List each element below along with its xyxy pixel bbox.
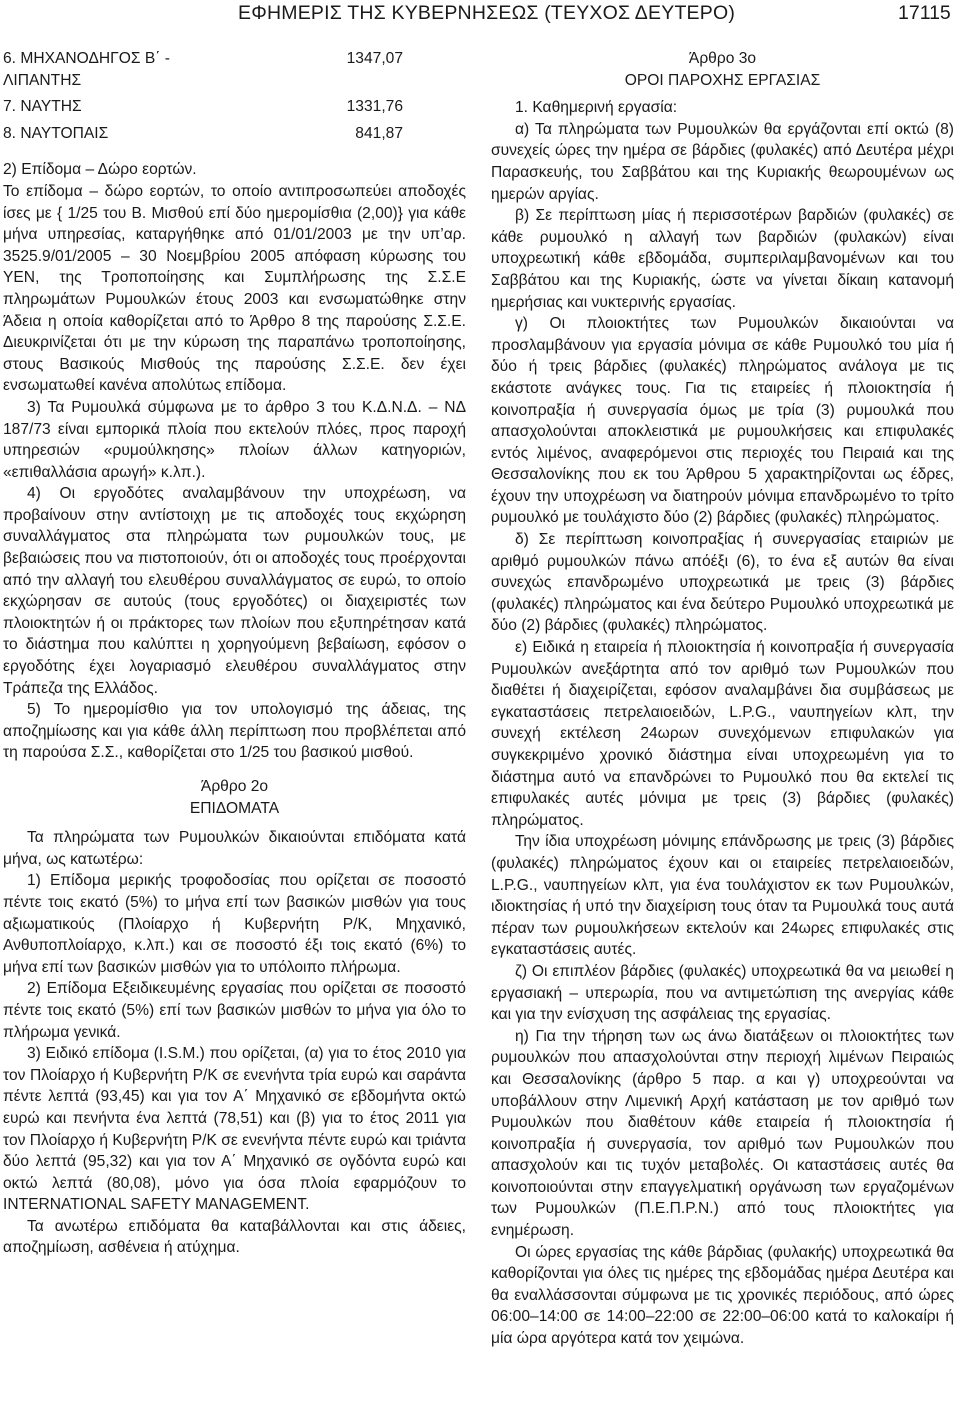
article-number: Άρθρο 3ο [688,50,757,67]
paragraph: γ) Οι πλοιοκτήτες των Ρυμουλκών δικαιούνται να προσλαμβάνουν για εργασία μόνιμα σε κάθε Ρυμουλκό του μία ή δύο ή τρεις βάρδιες (φυλακές) πληρώματος ανάλογα με τις εκάστοτε ανάγκες τους. Για τις εταιρείες ή πλοιοκτησία ή κοινοπραξία ή συνεργασία όμως με τρία (3) ρυμουλκά που απασχολούνται αποκλειστικά με ρυμουλκήσεις και επιφυλακές εντός λιμένος, αναφερόμενοι στις περιοχές του Πειραιά και της Θεσσαλονίκης που εκ του Άρθρου 5 χαρακτηρίζονται ως έδρες, έχουν την υποχρέωση να διατηρούν μόνιμα επανδρωμένο το τρίτο ρυμουλκό με τουλάχιστο δύο (2) βάρδιες (φυλακές) πληρώματος. [491,315,954,527]
right-column [491,48,954,1350]
paragraph: 2) Επίδομα – Δώρο εορτών. [3,161,197,179]
article-number: Άρθρο 2ο [200,778,269,795]
paragraph: α) Τα πληρώματα των Ρυμουλκών θα εργάζονται επί οκτώ (8) συνεχείς ώρες την ημέρα σε βάρδιες (φυλακές) από Δευτέρα μέχρι Παρασκευής, του Σαββάτου και της Κυριακής θεωρουμένων ως ημερών αργίας. [491,120,954,203]
paragraph: ε) Ειδικά η εταιρεία ή πλοιοκτησία ή κοινοπραξία ή συνεργασία Ρυμουλκών ανεξάρτητα από τον αριθμό των Ρυμουλκών που διαθέτει ή διαχειρίζεται, εφόσον αναλαμβάνει δια συμβάσεως με εγκαταστάσεις πετρελαιοειδών, L.P.G., ναυπηγείων κλπ, την συνεχή εκτέλεση 24ωρων συνεχόμενων επιφυλακών για συγκεκριμένο χρονικό διάστημα είναι υποχρεωμένη για το διάστημα αυτό να επανδρώνει το Ρυμουλκό που θα εκτελεί τις επιφυλακές αυτές μόνιμα με τρεις (3) βάρδιες (φυλακές) πληρώματος. [491,639,954,829]
paragraph: ζ) Οι επιπλέον βάρδιες (φυλακές) υποχρεωτικά θα να μειωθεί η εργασιακή – υπερωρία, που να αντιμετώπιση της ανεργίας κάθε και για την ενίσχυση της ασφάλειας της εργασίας. [491,962,954,1024]
paragraph: 3) Τα Ρυμουλκά σύμφωνα με το άρθρο 3 του Κ.Δ.Ν.Δ. – ΝΔ 187/73 είναι εμπορικά πλοία που εκτελούν πλόες, προς παροχή υπηρεσιών «ρυμούλκησης» πλοίων άλλων κατηγοριών, «επιθαλλάσια αρωγή» κ.λπ.). [3,398,466,481]
paragraph: Τα πληρώματα των Ρυμουλκών δικαιούνται επιδόματα κατά μήνα, ως κατωτέρω: [3,829,466,868]
paragraph: δ) Σε περίπτωση κοινοπραξίας ή συνεργασίας εταιριών με αριθμό ρυμουλκών πάνω απόέξι (6), το ένα εξ αυτών θα είναι συνεχώς επανδρωμένο υποχρεωτικά με τρεις (3) βάρδιες (φυλακές) πληρώματος και ένα δεύτερο Ρυμουλκό υποχρεωτικά με δύο (2) βάρδιες (φυλακές) πληρώματος. [491,531,954,635]
left-column [3,48,466,1259]
page-number: 17115 [898,2,951,24]
paragraph: 4) Οι εργοδότες αναλαμβάνουν την υποχρέωση, να προβαίνουν στην αντίστοιχη με τις αποδοχές τους εκχώρηση συναλλάγματος στα πληρώματα των ρυμουλκών τους, με βεβαιώσεις που να πιστοποιούν, ότι οι αποδοχές τους προέρχονται από την αλλαγή του ελευθέρου συναλλάγματος σε ευρώ, το οποίο εκχώρησαν σε αυτούς (τους εργοδότες) οι διαχειριστές των πλοιοκτητών ή οι πράκτορες των πλοίων που εξυπηρέτησαν κατά το διάστημα που καλύπτει η χορηγούμενη βεβαίωση, εφόσον ο εργοδότης έχει λογαριασμό ελευθέρου συναλλάγματος στην Τράπεζα της Ελλάδος. [3,485,466,697]
row-label: 7. ΝΑΥΤΗΣ [3,98,82,116]
row-label: 6. ΜΗΧΑΝΟΔΗΓΟΣ Β΄ - ΛΙΠΑΝΤΗΣ [3,50,170,89]
row-value: 841,87 [355,124,403,142]
paragraph: Την ίδια υποχρέωση μόνιμης επάνδρωσης με τρεις (3) βάρδιες (φυλακές) πληρώματος έχουν και οι εταιρείες πετρελαιοειδών, L.P.G., ναυπηγείων κλπ, για ένα τουλάχιστον εκ των Ρυμουλκών, ιδιοκτησίας ή υπό την διαχείριση τους όταν τα Ρυμουλκά τους αυτά πέραν των ρυμουλκήσεων εκτελούν και 24ωρες επιφυλακές στις εγκαταστάσεις αυτές. [491,833,954,959]
table-row [3,123,466,145]
gazette-title: ΕΦΗΜΕΡΙΣ ΤΗΣ ΚΥΒΕΡΝΗΣΕΩΣ (ΤΕΥΧΟΣ ΔΕΥΤΕΡΟ) [238,2,736,24]
table-row [3,48,466,91]
paragraph: 2) Επίδομα Εξειδικευμένης εργασίας που ορίζεται σε ποσοστό πέντε τοις εκατό (5%) επί των βασικών μισθών το μήνα για όλο το πλήρωμα γενικά. [3,980,466,1041]
paragraph: Το επίδομα – δώρο εορτών, το οποίο αντιπροσωπεύει αποδοχές ίσες με { 1/25 του Β. Μισθού επί δύο ημερομίσθια (2,00)} για κάθε μήνα υπηρεσίας, καταργήθηκε από 01/01/2003 με την υπ’αρ. 3525.9/01/2005 – 30 Νοεμβρίου 2005 απόφαση κύρωσης του ΥΕΝ, της Τροποποίησης και Συμπλήρωσης της Σ.Σ.Ε πληρωμάτων Ρυμουλκών έτους 2003 και ενσωματώθηκε στην Άδεια η οποία καθορίζεται από το Άρθρο 8 της παρούσης Σ.Σ.Ε. Διευκρινίζεται ότι με την κύρωση της παραπάνω τροποποίησης, στους Βασικούς Μισθούς της παρούσης Σ.Σ.Ε. δεν έχει ενσωματωθεί κανένα απολύτως επίδομα. [3,182,466,395]
paragraph: η) Για την τήρηση των ως άνω διατάξεων οι πλοιοκτήτες των ρυμουλκών που απασχολούνται στην περιοχή λιμένων Πειραιώς και Θεσσαλονίκης (άρθρο 5 παρ. α και γ) υποχρεούνται να υποβάλλουν στην Λιμενική Αρχή κατάσταση με τον αριθμό των Ρυμουλκών που διαθέτουν κάθε εταιρεία ή πλοιοκτησία ή κοινοπραξία ή συνεργασία, τον αριθμό των Ρυμουλκών που απασχολούν και τις τυχόν μεταβολές. Οι καταστάσεις αυτές θα κοινοποιούνται στην επαγγελματική οργάνωση των εργαζομένων των Ρυμουλκών (Π.Ε.Π.Ρ.Ν.) από τους πλοιοκτήτες για ενημέρωση. [491,1027,954,1240]
article-3-heading [491,48,954,91]
article-title: ΟΡΟΙ ΠΑΡΟΧΗΣ ΕΡΓΑΣΙΑΣ [624,71,821,89]
paragraph: 5) Το ημερομίσθιο για τον υπολογισμό της άδειας, της αποζημίωσης και για κάθε άλλη περίπτωση που προβλέπεται από τη παρούσα Σ.Σ., καθορίζεται στο 1/25 του βασικού μισθού. [3,701,466,762]
table-row [3,96,466,118]
row-label: 8. ΝΑΥΤΟΠΑΙΣ [3,124,109,142]
article-2-heading [3,776,466,819]
paragraph: β) Σε περίπτωση μίας ή περισσοτέρων βαρδιών (φυλακές) σε κάθε ρυμουλκό η αλλαγή των βαρδιών (φυλακών) είναι υποχρεωτική κάθε εβδομάδα, συμπεριλαμβανομένων και του Σαββάτου και της Κυριακής, ώστε να γίνεται δίκαιη κατανομή ημερήσιας και νυκτερινής εργασίας. [491,207,954,311]
row-value: 1347,07 [346,50,403,67]
paragraph: Τα ανωτέρω επιδόματα θα καταβάλλονται και στις άδειες, αποζημίωση, ασθένεια ή ατύχημα. [3,1217,466,1257]
paragraph: 1) Επίδομα μερικής τροφοδοσίας που ορίζεται σε ποσοστό πέντε τοις εκατό (5%) το μήνα επί των βασικών μισθών για τους αξιωματικούς (Πλοίαρχο ή Κυβερνήτη Ρ/Κ, Μηχανικό, Ανθυποπλοίαρχο, κ.λπ.) και σε ποσοστό έξι τοις εκατό (6%) το μήνα επί των βασικών μισθών για το υπόλοιπο πλήρωμα. [3,872,466,976]
paragraph: Οι ώρες εργασίας της κάθε βάρδιας (φυλακής) υποχρεωτικά θα καθορίζονται για όλες τις ημέρες της εβδομάδας ημέρα Δευτέρα και θα εναλλάσσονται σύμφωνα με τις χρονικές περιόδους, από ώρες 06:00–14:00 σε 14:00–22:00 σε 22:00–06:00 κατά το καλοκαίρι ή μία ώρα αργότερα κατά τον χειμώνα. [491,1243,954,1348]
row-value: 1331,76 [346,98,403,116]
paragraph: 3) Ειδικό επίδομα (I.S.M.) που ορίζεται, (α) για το έτος 2010 για τον Πλοίαρχο ή Κυβερνήτη Ρ/Κ σε ενενήντα τρία ευρώ και σαράντα πέντε λεπτά (93,45) και για τον Α΄ Μηχανικό σε εβδομήντα οκτώ ευρώ και πενήντα ένα λεπτά (78,51) και (β) για το έτος 2011 για τον Πλοίαρχο ή Κυβερνήτη Ρ/Κ σε ενενήντα πέντε ευρώ και τριάντα δύο λεπτά (95,32) και για τον Α΄ Μηχανικό σε ογδόντα ευρώ και οκτώ λεπτά (80,08), μόνο για όσα πλοία εφαρμόζουν το INTERNATIONAL SAFETY MANAGEMENT. [3,1045,466,1214]
article-title: ΕΠΙΔΟΜΑΤΑ [189,799,280,817]
page-header [0,0,960,30]
paragraph: 1. Καθημερινή εργασία: [515,99,678,117]
